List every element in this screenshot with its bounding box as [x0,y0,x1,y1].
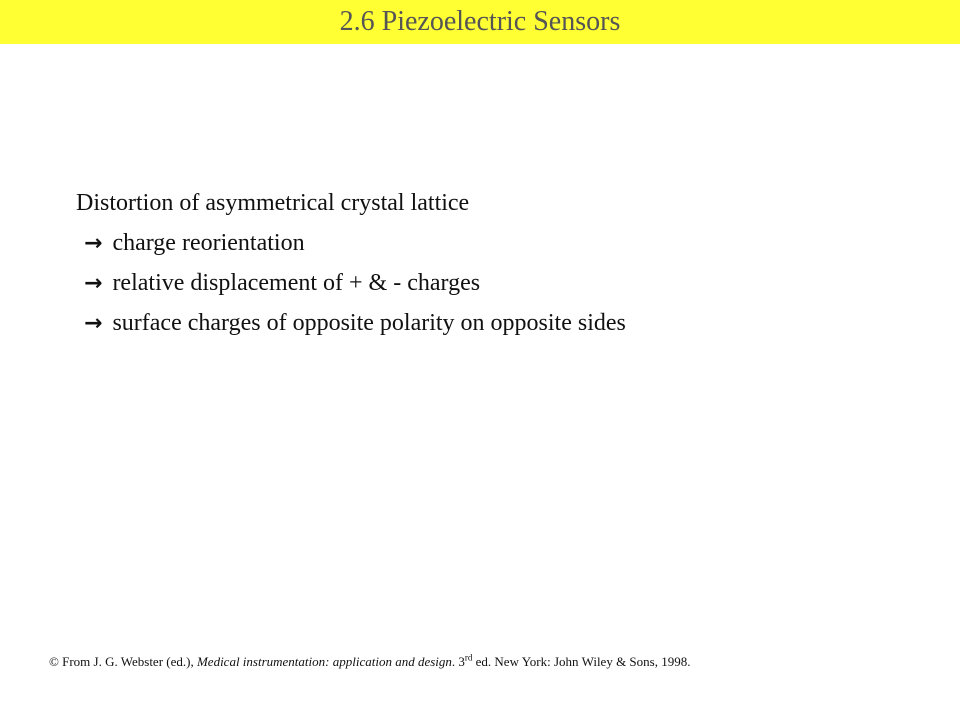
slide-body [76,183,626,343]
slide-title: 2.6 Piezoelectric Sensors [339,6,621,37]
citation-prefix: © From J. G. Webster (ed.), [49,654,197,669]
bullet-text: relative displacement of + & - charges [112,270,481,296]
bullet-text: charge reorientation [112,230,305,256]
citation [49,654,690,670]
bullet-item [76,303,626,343]
bullet-text: surface charges of opposite polarity on opposite sides [112,310,626,336]
citation-book-title: Medical instrumentation: application and design [196,654,452,669]
right-arrow-icon: → [84,271,103,296]
citation-rest: ed. New York: John Wiley & Sons, 1998. [472,654,691,669]
citation-edition-number: . 3 [451,654,465,669]
right-arrow-icon: → [84,311,103,336]
bullet-item [76,223,626,263]
lead-line: Distortion of asymmetrical crystal lattice [76,190,470,216]
right-arrow-icon: → [84,231,103,256]
bullet-item [76,263,626,303]
citation-edition-suffix: rd [464,652,473,663]
